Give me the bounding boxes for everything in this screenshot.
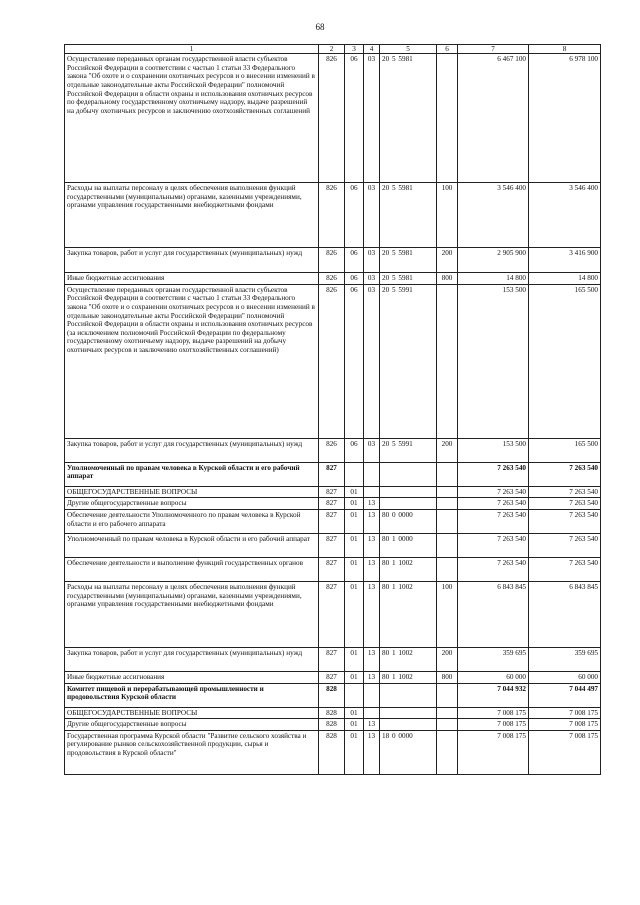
amount-year2-cell: 7 263 540 bbox=[529, 462, 601, 486]
ministry-code-cell: 827 bbox=[319, 533, 345, 557]
amount-year1-cell: 6 467 100 bbox=[458, 54, 529, 183]
subsection-code-cell: 03 bbox=[364, 248, 380, 273]
target-article-cell: 20 5 5991 bbox=[380, 284, 437, 438]
target-article-cell: 20 5 5981 bbox=[380, 273, 437, 285]
row-name-cell: ОБЩЕГОСУДАРСТВЕННЫЕ ВОПРОСЫ bbox=[65, 486, 319, 498]
amount-year2-cell: 165 500 bbox=[529, 438, 601, 462]
ministry-code-cell: 826 bbox=[319, 54, 345, 183]
amount-year2-cell: 6 843 845 bbox=[529, 581, 601, 647]
row-name-cell: Осуществление переданных органам государственной власти субъектов Российской Федерации в соответствии с частью 1 статьи 33 Федерального закона "Об охоте и о сохранении охотничьих ресурсов и о внесении изменений в отдельные законодательные акты Российской Федерации" полномочий Российской Федерации в области охраны и использования охотничьих ресурсов (за исключением полномочий Российской Федерации по федеральному государственному охотничьему надзору, выдаче разрешений на добычу охотничьих ресурсов и заключению охотхозяйственных соглашений) bbox=[65, 284, 319, 438]
header-cell: 1 bbox=[65, 45, 319, 54]
section-code-cell: 06 bbox=[345, 183, 364, 248]
header-cell: 7 bbox=[458, 45, 529, 54]
subsection-code-cell: 13 bbox=[364, 557, 380, 581]
table-row bbox=[65, 438, 601, 462]
page-number: 68 bbox=[315, 22, 325, 32]
subsection-code-cell: 03 bbox=[364, 284, 380, 438]
row-name-cell: Государственная программа Курской области "Развитие сельского хозяйства и регулирование рынков сельскохозяйственной продукции, сырья и продовольствия в Курской области" bbox=[65, 730, 319, 774]
target-article-cell: 80 0 0000 bbox=[380, 509, 437, 533]
table-row bbox=[65, 707, 601, 719]
expense-type-cell: 800 bbox=[437, 273, 458, 285]
row-name-cell: Расходы на выплаты персоналу в целях обеспечения выполнения функций государственными (муниципальными) органами, казенными учреждениями, органами управления государственными внебюджетными фондами bbox=[65, 581, 319, 647]
target-article-cell: 20 5 5981 bbox=[380, 248, 437, 273]
row-name-cell: Другие общегосударственные вопросы bbox=[65, 498, 319, 510]
table-row bbox=[65, 509, 601, 533]
row-name-cell: Комитет пищевой и перерабатывающей промышленности и продовольствия Курской области bbox=[65, 683, 319, 707]
row-name-cell: Расходы на выплаты персоналу в целях обеспечения выполнения функций государственными (муниципальными) органами, казенными учреждениями, органами управления государственными внебюджетными фондами bbox=[65, 183, 319, 248]
amount-year2-cell: 60 000 bbox=[529, 671, 601, 683]
section-code-cell: 01 bbox=[345, 557, 364, 581]
target-article-cell: 80 1 1002 bbox=[380, 557, 437, 581]
target-article-cell: 80 1 1002 bbox=[380, 671, 437, 683]
target-article-cell bbox=[380, 498, 437, 510]
section-code-cell: 01 bbox=[345, 671, 364, 683]
budget-table bbox=[64, 44, 601, 775]
subsection-code-cell: 13 bbox=[364, 581, 380, 647]
ministry-code-cell: 826 bbox=[319, 438, 345, 462]
subsection-code-cell: 13 bbox=[364, 671, 380, 683]
target-article-cell bbox=[380, 719, 437, 731]
ministry-code-cell: 827 bbox=[319, 498, 345, 510]
target-article-cell bbox=[380, 486, 437, 498]
subsection-code-cell: 03 bbox=[364, 273, 380, 285]
section-code-cell: 01 bbox=[345, 581, 364, 647]
expense-type-cell bbox=[437, 486, 458, 498]
amount-year1-cell: 153 500 bbox=[458, 438, 529, 462]
section-code-cell: 06 bbox=[345, 273, 364, 285]
expense-type-cell bbox=[437, 683, 458, 707]
expense-type-cell: 200 bbox=[437, 647, 458, 671]
amount-year1-cell: 60 000 bbox=[458, 671, 529, 683]
amount-year2-cell: 359 695 bbox=[529, 647, 601, 671]
amount-year2-cell: 3 546 400 bbox=[529, 183, 601, 248]
expense-type-cell: 800 bbox=[437, 671, 458, 683]
section-code-cell: 06 bbox=[345, 248, 364, 273]
expense-type-cell bbox=[437, 498, 458, 510]
subsection-code-cell: 13 bbox=[364, 730, 380, 774]
target-article-cell bbox=[380, 462, 437, 486]
amount-year1-cell: 6 843 845 bbox=[458, 581, 529, 647]
amount-year1-cell: 7 263 540 bbox=[458, 533, 529, 557]
table-row bbox=[65, 581, 601, 647]
amount-year2-cell: 6 978 100 bbox=[529, 54, 601, 183]
amount-year1-cell: 7 008 175 bbox=[458, 707, 529, 719]
row-name-cell: Обеспечение деятельности и выполнение функций государственных органов bbox=[65, 557, 319, 581]
amount-year1-cell: 7 263 540 bbox=[458, 486, 529, 498]
amount-year1-cell: 2 905 900 bbox=[458, 248, 529, 273]
section-code-cell: 06 bbox=[345, 438, 364, 462]
row-name-cell: Осуществление переданных органам государственной власти субъектов Российской Федерации в соответствии с частью 1 статьи 33 Федерального закона "Об охоте и о сохранении охотничьих ресурсов и о внесении изменений в отдельные законодательные акты Российской Федерации" полномочий Российской Федерации в области охраны и использования охотничьих ресурсов по федеральному государственному охотничьему надзору, выдаче разрешений на добычу охотничьих ресурсов и заключению охотхозяйственных соглашений bbox=[65, 54, 319, 183]
header-cell: 5 bbox=[380, 45, 437, 54]
table-row bbox=[65, 462, 601, 486]
table-row bbox=[65, 54, 601, 183]
ministry-code-cell: 827 bbox=[319, 647, 345, 671]
table-row bbox=[65, 183, 601, 248]
amount-year2-cell: 7 263 540 bbox=[529, 498, 601, 510]
header-cell: 4 bbox=[364, 45, 380, 54]
target-article-cell: 18 0 0000 bbox=[380, 730, 437, 774]
amount-year1-cell: 153 500 bbox=[458, 284, 529, 438]
expense-type-cell: 200 bbox=[437, 438, 458, 462]
table-row bbox=[65, 498, 601, 510]
section-code-cell: 01 bbox=[345, 647, 364, 671]
amount-year2-cell: 7 263 540 bbox=[529, 486, 601, 498]
section-code-cell bbox=[345, 462, 364, 486]
expense-type-cell bbox=[437, 462, 458, 486]
amount-year2-cell: 3 416 900 bbox=[529, 248, 601, 273]
target-article-cell: 20 5 5991 bbox=[380, 438, 437, 462]
amount-year1-cell: 7 263 540 bbox=[458, 557, 529, 581]
section-code-cell: 01 bbox=[345, 509, 364, 533]
expense-type-cell: 200 bbox=[437, 248, 458, 273]
section-code-cell: 01 bbox=[345, 730, 364, 774]
ministry-code-cell: 826 bbox=[319, 273, 345, 285]
expense-type-cell: 100 bbox=[437, 183, 458, 248]
header-cell: 6 bbox=[437, 45, 458, 54]
expense-type-cell bbox=[437, 730, 458, 774]
expense-type-cell bbox=[437, 533, 458, 557]
amount-year1-cell: 7 008 175 bbox=[458, 719, 529, 731]
section-code-cell: 01 bbox=[345, 498, 364, 510]
amount-year1-cell: 7 263 540 bbox=[458, 509, 529, 533]
target-article-cell: 80 1 1002 bbox=[380, 647, 437, 671]
expense-type-cell bbox=[437, 707, 458, 719]
row-name-cell: Уполномоченный по правам человека в Курской области и его рабочий аппарат bbox=[65, 462, 319, 486]
subsection-code-cell bbox=[364, 683, 380, 707]
table-row bbox=[65, 284, 601, 438]
row-name-cell: Уполномоченный по правам человека в Курской области и его рабочий аппарат bbox=[65, 533, 319, 557]
target-article-cell: 80 1 0000 bbox=[380, 533, 437, 557]
amount-year2-cell: 7 044 497 bbox=[529, 683, 601, 707]
subsection-code-cell: 13 bbox=[364, 498, 380, 510]
table-body bbox=[65, 54, 601, 775]
subsection-code-cell: 03 bbox=[364, 438, 380, 462]
table-row bbox=[65, 719, 601, 731]
subsection-code-cell bbox=[364, 486, 380, 498]
header-cell: 3 bbox=[345, 45, 364, 54]
expense-type-cell bbox=[437, 557, 458, 581]
target-article-cell bbox=[380, 707, 437, 719]
subsection-code-cell: 13 bbox=[364, 647, 380, 671]
amount-year1-cell: 7 263 540 bbox=[458, 462, 529, 486]
row-name-cell: Иные бюджетные ассигнования bbox=[65, 273, 319, 285]
section-code-cell: 01 bbox=[345, 707, 364, 719]
ministry-code-cell: 827 bbox=[319, 509, 345, 533]
header-cell: 2 bbox=[319, 45, 345, 54]
target-article-cell: 20 5 5981 bbox=[380, 54, 437, 183]
ministry-code-cell: 827 bbox=[319, 671, 345, 683]
section-code-cell: 01 bbox=[345, 533, 364, 557]
subsection-code-cell: 13 bbox=[364, 533, 380, 557]
amount-year2-cell: 7 008 175 bbox=[529, 707, 601, 719]
amount-year1-cell: 359 695 bbox=[458, 647, 529, 671]
table-row bbox=[65, 647, 601, 671]
subsection-code-cell: 13 bbox=[364, 509, 380, 533]
ministry-code-cell: 826 bbox=[319, 248, 345, 273]
target-article-cell: 80 1 1002 bbox=[380, 581, 437, 647]
amount-year2-cell: 7 008 175 bbox=[529, 730, 601, 774]
subsection-code-cell: 03 bbox=[364, 54, 380, 183]
ministry-code-cell: 826 bbox=[319, 183, 345, 248]
ministry-code-cell: 828 bbox=[319, 730, 345, 774]
expense-type-cell: 100 bbox=[437, 581, 458, 647]
table-row bbox=[65, 533, 601, 557]
ministry-code-cell: 827 bbox=[319, 557, 345, 581]
row-name-cell: Другие общегосударственные вопросы bbox=[65, 719, 319, 731]
expense-type-cell bbox=[437, 284, 458, 438]
amount-year2-cell: 165 500 bbox=[529, 284, 601, 438]
ministry-code-cell: 828 bbox=[319, 719, 345, 731]
ministry-code-cell: 827 bbox=[319, 486, 345, 498]
table-row bbox=[65, 683, 601, 707]
section-code-cell: 01 bbox=[345, 719, 364, 731]
target-article-cell bbox=[380, 683, 437, 707]
table-row bbox=[65, 248, 601, 273]
section-code-cell: 06 bbox=[345, 54, 364, 183]
amount-year1-cell: 14 800 bbox=[458, 273, 529, 285]
ministry-code-cell: 826 bbox=[319, 284, 345, 438]
row-name-cell: Закупка товаров, работ и услуг для государственных (муниципальных) нужд bbox=[65, 647, 319, 671]
row-name-cell: ОБЩЕГОСУДАРСТВЕННЫЕ ВОПРОСЫ bbox=[65, 707, 319, 719]
amount-year1-cell: 3 546 400 bbox=[458, 183, 529, 248]
table-row bbox=[65, 671, 601, 683]
amount-year1-cell: 7 008 175 bbox=[458, 730, 529, 774]
ministry-code-cell: 828 bbox=[319, 683, 345, 707]
expense-type-cell bbox=[437, 54, 458, 183]
row-name-cell: Закупка товаров, работ и услуг для государственных (муниципальных) нужд bbox=[65, 248, 319, 273]
amount-year2-cell: 7 008 175 bbox=[529, 719, 601, 731]
row-name-cell: Обеспечение деятельности Уполномоченного по правам человека в Курской области и его рабочего аппарата bbox=[65, 509, 319, 533]
row-name-cell: Закупка товаров, работ и услуг для государственных (муниципальных) нужд bbox=[65, 438, 319, 462]
header-row bbox=[65, 45, 601, 54]
table-row bbox=[65, 486, 601, 498]
expense-type-cell bbox=[437, 719, 458, 731]
section-code-cell: 01 bbox=[345, 486, 364, 498]
subsection-code-cell bbox=[364, 707, 380, 719]
row-name-cell: Иные бюджетные ассигнования bbox=[65, 671, 319, 683]
subsection-code-cell: 03 bbox=[364, 183, 380, 248]
amount-year2-cell: 7 263 540 bbox=[529, 509, 601, 533]
ministry-code-cell: 828 bbox=[319, 707, 345, 719]
expense-type-cell bbox=[437, 509, 458, 533]
table-row bbox=[65, 273, 601, 285]
amount-year1-cell: 7 263 540 bbox=[458, 498, 529, 510]
table-row bbox=[65, 557, 601, 581]
subsection-code-cell bbox=[364, 462, 380, 486]
header-cell: 8 bbox=[529, 45, 601, 54]
target-article-cell: 20 5 5981 bbox=[380, 183, 437, 248]
amount-year2-cell: 7 263 540 bbox=[529, 533, 601, 557]
section-code-cell: 06 bbox=[345, 284, 364, 438]
amount-year2-cell: 14 800 bbox=[529, 273, 601, 285]
section-code-cell bbox=[345, 683, 364, 707]
amount-year2-cell: 7 263 540 bbox=[529, 557, 601, 581]
subsection-code-cell: 13 bbox=[364, 719, 380, 731]
amount-year1-cell: 7 044 932 bbox=[458, 683, 529, 707]
table-row bbox=[65, 730, 601, 774]
ministry-code-cell: 827 bbox=[319, 581, 345, 647]
ministry-code-cell: 827 bbox=[319, 462, 345, 486]
